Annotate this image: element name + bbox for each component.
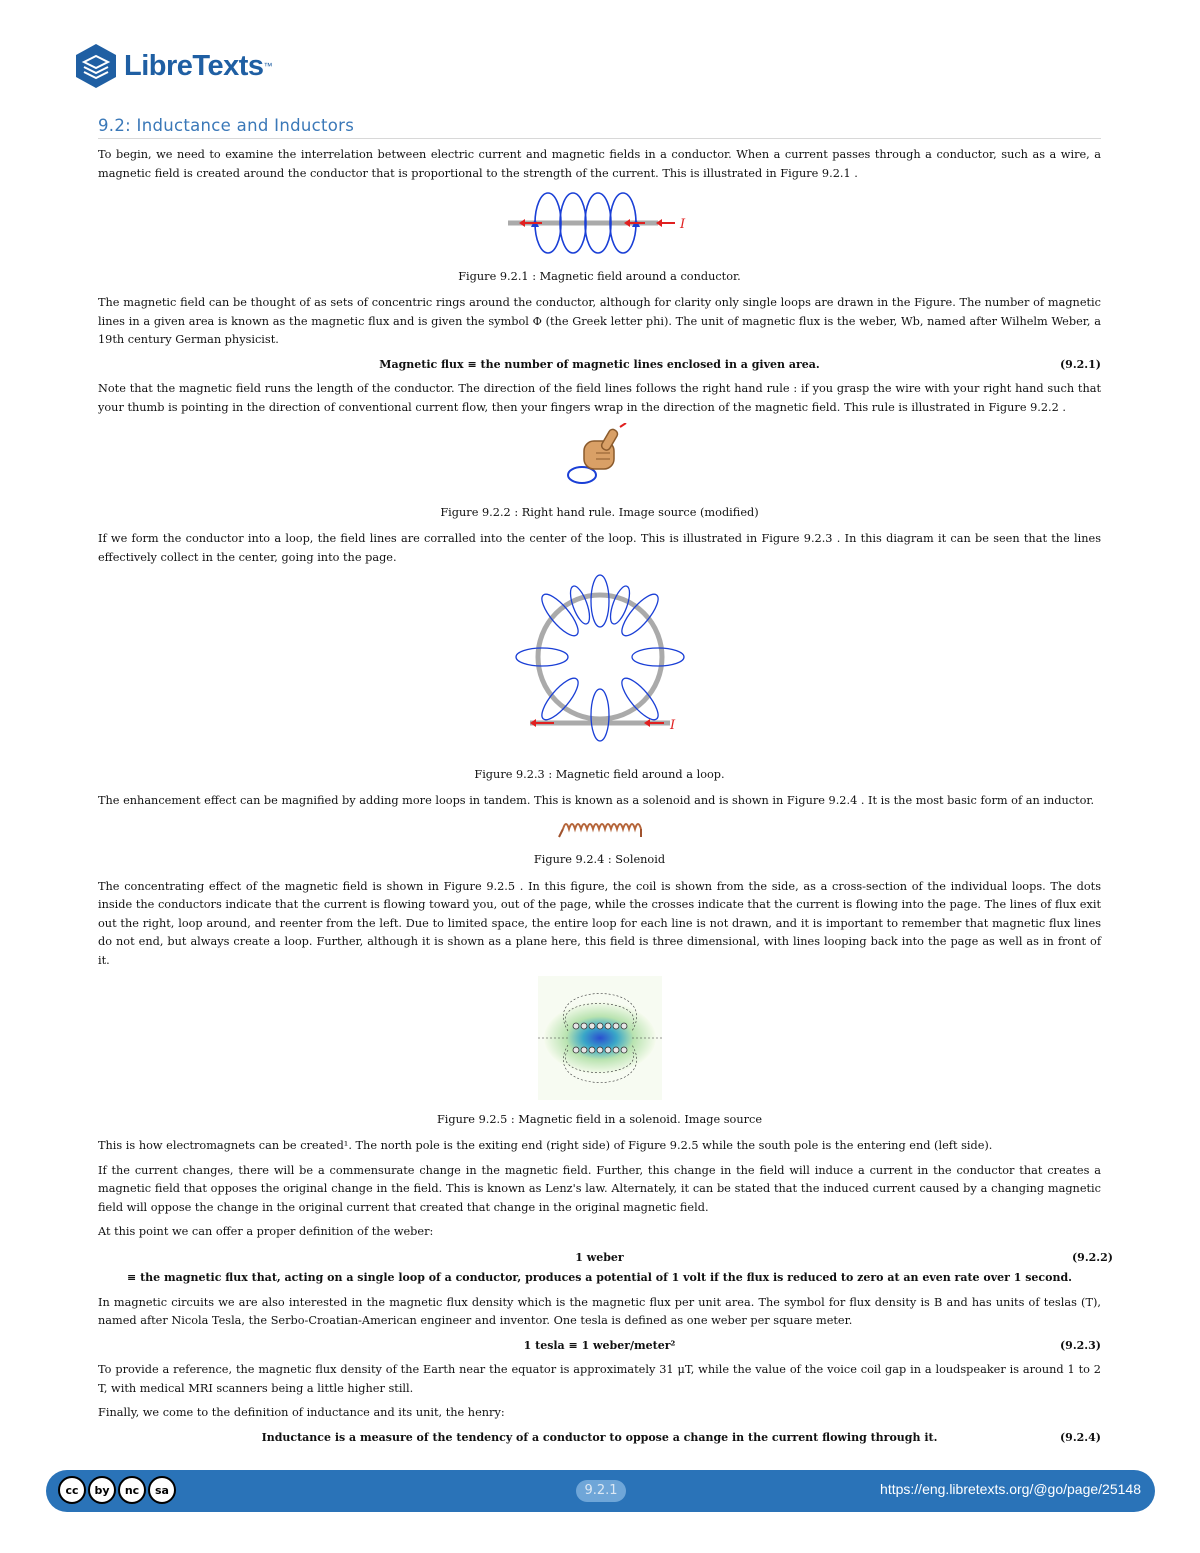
equation-9-2-2 — [98, 1248, 1113, 1288]
equation-number: (9.2.2) — [1071, 1250, 1113, 1264]
paragraph-solenoid: The enhancement effect can be magnified by adding more loops in tandem. This is known as a solenoid and is shown in Figure 9.2.4 . It is the most basic form of an inductor. — [98, 794, 1095, 807]
figure-9-2-4 — [98, 817, 1101, 848]
solenoid-field-diagram — [538, 976, 662, 1100]
figure-caption-2: Figure 9.2.2 : Right hand rule. Image source (modified) — [440, 505, 759, 519]
equation-text: Magnetic flux ≡ the number of magnetic lines enclosed in a given area. — [379, 357, 820, 371]
paragraph-flux: The magnetic field can be thought of as sets of concentric rings around the conductor, although for clarity only single loops are drawn in the Figure. The number of magnetic lines in a given area is known as the magnetic flux and is given the symbol Φ (the Greek letter phi). The unit of magnetic flux is the weber, Wb, named after Wilhelm Weber, a 19th century German physicist. — [98, 296, 1101, 346]
paragraph-loop: If we form the conductor into a loop, the field lines are corralled into the center of the loop. This is illustrated in Figure 9.2.3 . In this diagram it can be seen that the lines effectively collect in the center, going into the page. — [98, 532, 1101, 564]
page-footer — [46, 1470, 1155, 1512]
equation-number: (9.2.3) — [1059, 1338, 1101, 1352]
equation-9-2-4 — [98, 1429, 1101, 1448]
page-title: 9.2: Inductance and Inductors — [98, 116, 1101, 139]
equation-number: (9.2.4) — [1059, 1430, 1101, 1444]
cc-icon: cc — [58, 1476, 86, 1504]
equation-line-1: 1 weber — [575, 1250, 624, 1264]
paragraph-weber-intro: At this point we can offer a proper definition of the weber: — [98, 1225, 434, 1238]
figure-caption-3: Figure 9.2.3 : Magnetic field around a loop. — [474, 767, 725, 781]
paragraph-concentrating: The concentrating effect of the magnetic field is shown in Figure 9.2.5 . In this figure, the coil is shown from the side, as a cross-section of the individual loops. The dots inside the conductors indicate that the current is flowing toward you, out of the page, while the crosses indicate that the current is flowing into the page. The lines of flux exit out the right, loop around, and reenter from the left. Due to limited space, the entire loop for each line is not drawn, and it is important to remember that magnetic flux lines do not end, but always create a loop. Further, although it is shown as a plane here, this field is three dimensional, with lines looping back into the page as well as in front of it. — [98, 879, 1101, 967]
right-hand-rule-illustration — [560, 423, 640, 493]
equation-text: 1 tesla ≡ 1 weber/meter² — [523, 1338, 676, 1352]
paragraph-right-hand-rule: Note that the magnetic field runs the length of the conductor. The direction of the field lines follows the right hand rule : if you grasp the wire with your right hand such that your thumb is pointing in the direction of conventional current flow, then your fingers wrap in the direction of the magnetic field. This rule is illustrated in Figure 9.2.2 . — [98, 382, 1101, 414]
figure-9-2-3 — [98, 573, 1101, 762]
brand-tm: ™ — [263, 61, 273, 71]
conductor-field-diagram — [500, 189, 700, 257]
license-badge[interactable] — [58, 1476, 176, 1506]
libretexts-logo-icon — [74, 42, 118, 90]
figure-9-2-2 — [98, 423, 1101, 500]
figure-9-2-1 — [98, 189, 1101, 264]
page-url-link[interactable]: https://eng.libretexts.org/@go/page/25148 — [880, 1481, 1141, 1497]
equation-9-2-3 — [98, 1337, 1101, 1356]
equation-line-2: ≡ the magnetic flux that, acting on a single loop of a conductor, produces a potential of 1 volt if the flux is reduced to zero at an even rate over 1 second. — [127, 1270, 1072, 1284]
brand-name: LibreTexts — [124, 49, 264, 82]
equation-9-2-1 — [98, 356, 1101, 375]
equation-text: Inductance is a measure of the tendency of a conductor to oppose a change in the current flowing through it. — [261, 1430, 938, 1444]
main-content — [98, 146, 1113, 1453]
equation-number: (9.2.1) — [1059, 357, 1101, 371]
loop-field-diagram — [510, 573, 690, 755]
libretexts-logo[interactable] — [74, 40, 273, 92]
solenoid-illustration — [555, 817, 645, 841]
paragraph-lenz: If the current changes, there will be a commensurate change in the magnetic field. Further, this change in the field will induce a current in the conductor that creates a magnetic field that opposes the original change in the field. This is known as Lenz's law. Alternately, it can be stated that the induced current caused by a changing magnetic field will oppose the change in the original current that created that change in the original magnetic field. — [98, 1163, 1101, 1214]
figure-9-2-5 — [98, 976, 1101, 1107]
paragraph-electromagnets: This is how electromagnets can be created¹. The north pole is the exiting end (right side) of Figure 9.2.5 while the south pole is the entering end (left side). — [98, 1139, 993, 1152]
nc-icon: nc — [118, 1476, 146, 1504]
paragraph-inductance-intro: Finally, we come to the definition of inductance and its unit, the henry: — [98, 1406, 505, 1419]
page-number: 9.2.1 — [576, 1480, 626, 1502]
current-label: I — [679, 217, 685, 232]
current-label-loop: I — [669, 718, 675, 733]
sa-icon: sa — [148, 1476, 176, 1504]
by-icon: by — [88, 1476, 116, 1504]
figure-caption-4: Figure 9.2.4 : Solenoid — [533, 853, 666, 866]
paragraph-intro: To begin, we need to examine the interrelation between electric current and magnetic fields in a conductor. When a current passes through a conductor, such as a wire, a magnetic field is created around the conductor that is proportional to the strength of the current. This is illustrated in Figure 9.2.1 . — [98, 148, 1101, 180]
paragraph-flux-density: In magnetic circuits we are also interested in the magnetic flux density which is the magnetic flux per unit area. The symbol for flux density is B and has units of teslas (T), named after Nicola Tesla, the Serbo-Croatian-American engineer and inventor. One tesla is defined as one weber per square meter. — [98, 1295, 1101, 1327]
paragraph-reference: To provide a reference, the magnetic flux density of the Earth near the equator is approximately 31 μT, while the value of the voice coil gap in a loudspeaker is around 1 to 2 T, with medical MRI scanners being a little higher still. — [98, 1363, 1101, 1395]
figure-caption-1: Figure 9.2.1 : Magnetic field around a conductor. — [458, 269, 741, 283]
figure-caption-5: Figure 9.2.5 : Magnetic field in a solenoid. Image source — [436, 1112, 763, 1126]
